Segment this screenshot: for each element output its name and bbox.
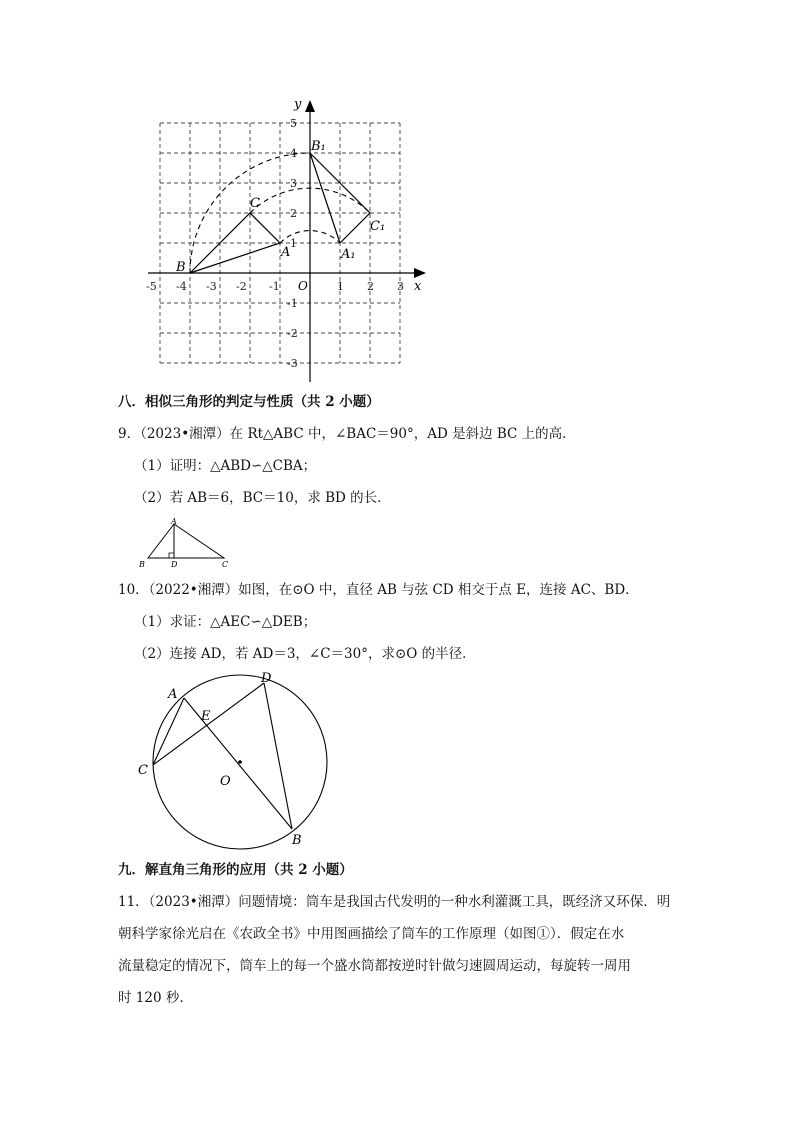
right-angle-mark — [169, 553, 174, 558]
segment-bd — [264, 683, 292, 829]
q9-label-d: D — [171, 560, 178, 569]
section-8-heading: 八．相似三角形的判定与性质（共 2 小题） — [118, 394, 380, 410]
point-label-b: B — [176, 260, 186, 275]
y-tick: 1 — [290, 237, 297, 250]
triangle-abc-q9 — [148, 524, 224, 558]
center-point — [238, 760, 242, 764]
x-axis-label: x — [414, 279, 422, 294]
q10-label-c: C — [138, 763, 148, 778]
q10-label-o: O — [220, 774, 231, 789]
question-9-stem: 9．（2023•湘潭）在 Rt△ABC 中，∠BAC＝90°，AD 是斜边 BC 上的高． — [118, 426, 576, 442]
question-11-line-1: 11．（2023•湘潭）问题情境：筒车是我国古代发明的一种水利灌溉工具，既经济又环保．明 — [118, 894, 671, 910]
x-axis-arrow-icon — [414, 268, 426, 278]
y-tick: -2 — [287, 327, 298, 340]
point-label-b1: B₁ — [311, 139, 326, 154]
y-axis-label: y — [294, 97, 302, 112]
segment-ac — [153, 698, 184, 765]
x-tick: 3 — [397, 280, 404, 293]
origin-label: O — [298, 279, 308, 293]
y-tick: -3 — [287, 357, 298, 370]
y-tick: 4 — [290, 147, 297, 160]
y-tick: 5 — [290, 117, 297, 130]
q10-label-d: D — [261, 671, 272, 686]
point-label-a: A — [281, 245, 291, 260]
q9-label-b: B — [139, 560, 145, 569]
x-tick: -5 — [146, 280, 157, 293]
q9-label-a: A — [171, 517, 177, 526]
point-label-c: C — [250, 196, 260, 211]
x-tick-labels — [146, 280, 404, 293]
x-tick: -1 — [269, 280, 280, 293]
question-9-figure — [136, 518, 236, 570]
y-tick: 2 — [290, 207, 297, 220]
q10-label-b: B — [292, 833, 302, 848]
x-tick: 1 — [337, 280, 344, 293]
question-9-part-2: （2）若 AB＝6，BC＝10，求 BD 的长． — [134, 490, 391, 506]
question-10-part-1: （1）求证：△AEC∽△DEB； — [134, 614, 317, 630]
point-label-a1: A₁ — [341, 247, 356, 262]
question-10-part-2: （2）连接 AD，若 AD＝3，∠C＝30°，求⊙O 的半径． — [134, 646, 476, 662]
question-11-line-4: 时 120 秒． — [118, 990, 193, 1006]
question-9-part-1: （1）证明：△ABD∽△CBA； — [134, 458, 317, 474]
question-10-stem: 10．（2022•湘潭）如图，在⊙O 中，直径 AB 与弦 CD 相交于点 E，连接 AC、BD． — [118, 582, 639, 598]
y-tick: -1 — [287, 297, 298, 310]
point-label-c1: C₁ — [370, 219, 386, 234]
x-tick: -3 — [206, 280, 217, 293]
question-11-line-3: 流量稳定的情况下，筒车上的每一个盛水筒都按逆时针做匀速圆周运动，每旋转一周用 — [118, 958, 631, 974]
q9-label-c: C — [222, 560, 229, 569]
q10-label-e: E — [201, 709, 211, 724]
x-tick: -2 — [236, 280, 247, 293]
x-tick: 2 — [367, 280, 374, 293]
q10-label-a: A — [168, 687, 178, 702]
coordinate-figure — [130, 90, 440, 390]
y-axis-arrow-icon — [305, 100, 315, 112]
section-9-heading: 九．解直角三角形的应用（共 2 小题） — [118, 862, 353, 878]
y-tick: 3 — [290, 177, 297, 190]
question-11-line-2: 朝科学家徐光启在《农政全书》中用图画描绘了筒车的工作原理（如图①）．假定在水 — [118, 926, 625, 942]
x-tick: -4 — [176, 280, 187, 293]
question-10-figure — [130, 668, 340, 853]
